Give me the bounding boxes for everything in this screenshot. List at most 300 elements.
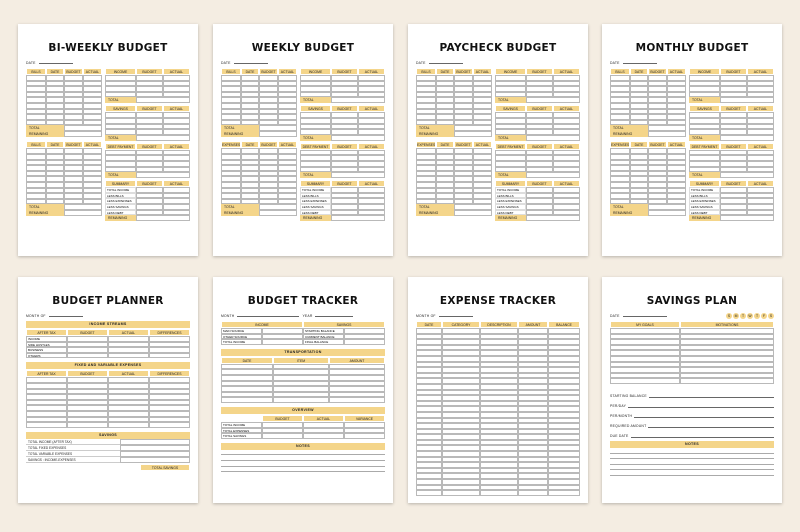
bills-header-cell: DATE <box>436 68 454 75</box>
expenses-total-label: TOTAL <box>416 204 454 210</box>
summary-row-label: LESS SAVINGS <box>689 204 720 210</box>
month-field[interactable] <box>237 316 299 317</box>
savings-field-input[interactable] <box>648 427 774 428</box>
savings-summary <box>26 439 190 463</box>
savings-row <box>26 457 190 463</box>
summary-row-label: LESS EXPENSES <box>689 198 720 204</box>
debt-header-cell: ACTUAL <box>747 143 774 150</box>
left-column <box>221 68 297 221</box>
savings-total-label: TOTAL <box>495 135 526 141</box>
expense-tracker-page <box>408 277 588 503</box>
summary-header-cell: BUDGET <box>136 180 163 187</box>
debt-header <box>689 143 774 150</box>
input-cell[interactable] <box>610 378 680 384</box>
savings-field-label: PER/MONTH <box>610 413 633 418</box>
summary-remaining <box>105 215 190 221</box>
transport-header: ITEM <box>273 357 329 364</box>
expenses-remaining-label: REMAINING <box>26 210 64 216</box>
summary-header-cell: BUDGET <box>526 180 553 187</box>
expenses-header-cell: DATE <box>436 141 454 148</box>
goals-header: MY GOALS <box>610 321 680 328</box>
month-label: MONTH OF <box>416 314 436 318</box>
weekday-circles <box>726 313 774 319</box>
expense-header: AMOUNT <box>518 321 548 328</box>
summary-row-label: LESS BILLS <box>689 193 720 199</box>
input-cell[interactable] <box>680 378 774 384</box>
expenses-remaining-label: REMAINING <box>221 210 259 216</box>
summary-header-cell: SUMMARY <box>105 180 136 187</box>
debt-header-cell: ACTUAL <box>358 143 385 150</box>
savings-field-label: STARTING BALANCE <box>610 393 647 398</box>
savings-total-label: TOTAL <box>689 135 720 141</box>
expenses-remaining-value[interactable] <box>648 210 686 216</box>
date-field[interactable] <box>623 63 657 64</box>
debt-header-cell: BUDGET <box>331 143 358 150</box>
input-cell[interactable] <box>518 490 548 496</box>
input-cell[interactable] <box>480 490 518 496</box>
page-title: EXPENSE TRACKER <box>439 295 557 307</box>
expenses-header <box>221 141 297 148</box>
savings-field-input[interactable] <box>631 437 775 438</box>
savings-header-cell: SAVINGS <box>105 105 136 112</box>
debt-total-value[interactable] <box>720 172 774 178</box>
savings-field-input[interactable] <box>634 417 774 418</box>
input-cell[interactable] <box>26 422 67 428</box>
savings-header-cell: ACTUAL <box>358 105 385 112</box>
input-cell[interactable] <box>548 490 580 496</box>
summary-remaining <box>689 215 774 221</box>
expenses-header-cell: ACTUAL <box>278 141 297 148</box>
year-label: YEAR <box>302 314 313 318</box>
expenses-total-label: TOTAL <box>221 204 259 210</box>
summary-remaining-value[interactable] <box>331 215 385 221</box>
debt-header-cell: DEBT PAYMENT <box>689 143 720 150</box>
savings-header <box>495 105 580 112</box>
bills-header-cell: BILLS <box>416 68 436 75</box>
expenses-header <box>26 141 102 148</box>
savings-field-row <box>610 398 774 408</box>
overview-table <box>221 422 385 439</box>
income-total <box>105 97 190 103</box>
weekday-circle: S <box>727 314 731 318</box>
weekday-circle: T <box>741 314 745 318</box>
input-cell[interactable] <box>344 339 385 345</box>
income-header-cell: ACTUAL <box>358 68 385 75</box>
bills-header-cell: ACTUAL <box>473 68 492 75</box>
input-cell[interactable] <box>303 433 344 439</box>
date-field[interactable] <box>429 63 463 64</box>
debt-total-label: TOTAL <box>105 172 136 178</box>
summary-row-label: LESS DEBT <box>105 210 136 216</box>
savings-header-cell: BUDGET <box>331 105 358 112</box>
date-field[interactable] <box>39 63 73 64</box>
month-label: MONTH <box>221 314 235 318</box>
summary-remaining-value[interactable] <box>720 215 774 221</box>
weekday-circle: M <box>734 314 738 318</box>
expense-header: ACTUAL <box>108 370 149 377</box>
savings-field-label: REQUIRED AMOUNT <box>610 423 647 428</box>
bills-remaining <box>610 131 686 137</box>
budget-columns <box>26 68 190 221</box>
summary-row-label: LESS SAVINGS <box>105 204 136 210</box>
bills-header-cell: BILLS <box>26 68 46 75</box>
savings-fields <box>610 388 774 438</box>
income-header <box>105 68 190 75</box>
savings-total <box>105 135 190 141</box>
input-cell[interactable] <box>108 422 149 428</box>
summary-row-label: LESS DEBT <box>689 210 720 216</box>
expenses-header-cell: BUDGET <box>648 141 667 148</box>
summary-row-label: LESS EXPENSES <box>300 198 331 204</box>
income-row-label: TOTAL INCOME <box>221 339 262 345</box>
income-header-cell: ACTUAL <box>163 68 190 75</box>
month-year-line <box>221 313 385 319</box>
bills-remaining-value[interactable] <box>64 131 102 137</box>
date-label: DATE <box>610 314 620 318</box>
income-row-label: SIDE HUSTLES <box>26 342 67 348</box>
income-header-cell: ACTUAL <box>553 68 580 75</box>
savings-header-cell: BUDGET <box>136 105 163 112</box>
page-title: BI-WEEKLY BUDGET <box>48 42 168 54</box>
input-cell[interactable] <box>262 339 303 345</box>
bills-total-label: TOTAL <box>416 125 454 131</box>
income-table <box>26 336 190 358</box>
note-line[interactable] <box>221 467 385 473</box>
savings-header-cell: BUDGET <box>526 105 553 112</box>
weekday-circle: S <box>769 314 773 318</box>
summary-remaining-value[interactable] <box>526 215 580 221</box>
income-header-cell: INCOME <box>105 68 136 75</box>
debt-header-cell: BUDGET <box>720 143 747 150</box>
date-field[interactable] <box>234 63 268 64</box>
bills-total-label: TOTAL <box>221 125 259 131</box>
bills-remaining-label: REMAINING <box>416 131 454 137</box>
expenses-remaining-value[interactable] <box>259 210 297 216</box>
bills-header-cell: BUDGET <box>64 68 83 75</box>
table-row <box>610 378 774 384</box>
debt-header-cell: DEBT PAYMENT <box>300 143 331 150</box>
date-field[interactable] <box>623 316 667 317</box>
monthly-budget-page <box>602 24 782 256</box>
date-label: DATE <box>221 61 231 65</box>
expense-header: BALANCE <box>548 321 580 328</box>
overview-header: ACTUAL <box>303 415 344 422</box>
expenses-banner: FIXED AND VARIABLE EXPENSES <box>26 362 190 369</box>
debt-header-cell: ACTUAL <box>553 143 580 150</box>
page-title: WEEKLY BUDGET <box>251 42 355 54</box>
income-header-cell: ACTUAL <box>747 68 774 75</box>
input-cell[interactable] <box>120 457 190 463</box>
transportation-banner: TRANSPORTATION <box>221 349 385 356</box>
biweekly-budget-page <box>18 24 198 256</box>
expenses-remaining <box>416 210 492 216</box>
income-header: AFTER TAX <box>26 329 67 336</box>
date-label: DATE <box>610 61 620 65</box>
input-cell[interactable] <box>149 422 190 428</box>
summary-remaining-label: REMAINING <box>105 215 136 221</box>
income-total-label: TOTAL <box>689 97 720 103</box>
summary-row-label: LESS SAVINGS <box>300 204 331 210</box>
bills-header <box>26 68 102 75</box>
expenses-header-cell: ACTUAL <box>473 141 492 148</box>
summary-header <box>689 180 774 187</box>
income-row-label: BUSINESS <box>26 347 67 353</box>
input-cell[interactable] <box>221 397 273 403</box>
savings-total-value[interactable] <box>526 135 580 141</box>
notes-banner: NOTES <box>610 441 774 448</box>
income-header-cell: BUDGET <box>720 68 747 75</box>
expenses-remaining-label: REMAINING <box>610 210 648 216</box>
expense-table <box>416 328 580 496</box>
income-total <box>689 97 774 103</box>
bills-header-cell: ACTUAL <box>667 68 686 75</box>
input-cell[interactable] <box>108 353 149 359</box>
weekday-circle: F <box>762 314 766 318</box>
notes-lines[interactable] <box>221 450 385 472</box>
summary-row-label: LESS DEBT <box>300 210 331 216</box>
input-cell[interactable] <box>442 490 480 496</box>
savings-header <box>689 105 774 112</box>
page-title: BUDGET TRACKER <box>247 295 359 307</box>
summary-row-label: TOTAL INCOME <box>300 187 331 193</box>
budget-planner-page <box>18 277 198 503</box>
debt-total-value[interactable] <box>331 172 385 178</box>
debt-header-cell: BUDGET <box>136 143 163 150</box>
summary-remaining-label: REMAINING <box>495 215 526 221</box>
debt-header-cell: BUDGET <box>526 143 553 150</box>
bills-remaining-label: REMAINING <box>610 131 648 137</box>
summary-row-label: LESS SAVINGS <box>495 204 526 210</box>
overview-row-label: TOTAL INCOME <box>221 422 262 428</box>
income-total <box>495 97 580 103</box>
income-total-value[interactable] <box>720 97 774 103</box>
savings-row-label: TOTAL VARIABLE EXPENSES <box>26 451 120 457</box>
income-total <box>300 97 385 103</box>
debt-header-cell: DEBT PAYMENT <box>105 143 136 150</box>
bills-remaining <box>26 131 102 137</box>
income-header: DIFFERENCES <box>149 329 190 336</box>
income-total-value[interactable] <box>526 97 580 103</box>
expenses-remaining-value[interactable] <box>454 210 492 216</box>
expense-header: CATEGORY <box>442 321 480 328</box>
debt-total-label: TOTAL <box>300 172 331 178</box>
expenses-remaining <box>221 210 297 216</box>
savings-total <box>689 135 774 141</box>
notes-banner: NOTES <box>221 443 385 450</box>
bills-header-cell: DATE <box>46 68 64 75</box>
budget-columns <box>221 68 385 221</box>
summary-remaining-label: REMAINING <box>300 215 331 221</box>
right-column <box>689 68 774 221</box>
expenses-header-cell: ACTUAL <box>83 141 102 148</box>
year-field[interactable] <box>315 316 353 317</box>
savings-field-input[interactable] <box>628 407 774 408</box>
notes-lines[interactable] <box>610 448 774 476</box>
date-line <box>610 313 774 319</box>
debt-total-value[interactable] <box>136 172 190 178</box>
bills-header-cell: DATE <box>630 68 648 75</box>
month-field[interactable] <box>49 316 83 317</box>
income-row-label: OTHER SOURCE <box>221 334 262 340</box>
income-header-cell: INCOME <box>300 68 331 75</box>
expenses-header-cell: BILLS <box>26 141 46 148</box>
expenses-header-cell: ACTUAL <box>667 141 686 148</box>
savings-field-label: PER/DAY <box>610 403 627 408</box>
savings-header: SAVINGS <box>303 321 385 328</box>
income-total-label: TOTAL <box>495 97 526 103</box>
savings-header-cell: BUDGET <box>720 105 747 112</box>
overview-row-label: TOTAL SAVINGS <box>221 433 262 439</box>
savings-total-label: TOTAL <box>300 135 331 141</box>
date-line <box>26 60 190 66</box>
savings-header-cell: SAVINGS <box>689 105 720 112</box>
expenses-remaining-value[interactable] <box>64 210 102 216</box>
input-cell[interactable] <box>149 353 190 359</box>
summary-row-label: LESS EXPENSES <box>495 198 526 204</box>
savings-total-value[interactable] <box>136 135 190 141</box>
summary-remaining-value[interactable] <box>136 215 190 221</box>
overview-banner: OVERVIEW <box>221 407 385 414</box>
input-cell[interactable] <box>67 422 108 428</box>
income-row-label: OTHERS <box>26 353 67 359</box>
page-title: PAYCHECK BUDGET <box>439 42 557 54</box>
expenses-header-cell: BUDGET <box>259 141 278 148</box>
date-label: DATE <box>416 61 426 65</box>
summary-header-cell: SUMMARY <box>689 180 720 187</box>
bills-remaining <box>416 131 492 137</box>
right-column <box>300 68 385 221</box>
expenses-remaining-label: REMAINING <box>416 210 454 216</box>
bills-header-cell: BUDGET <box>259 68 278 75</box>
summary-remaining <box>300 215 385 221</box>
page-title: BUDGET PLANNER <box>52 295 164 307</box>
summary-row-label: TOTAL INCOME <box>689 187 720 193</box>
table-row <box>221 397 385 403</box>
goals-table <box>610 328 774 384</box>
income-header: ACTUAL <box>108 329 149 336</box>
left-column <box>26 68 102 221</box>
income-header-cell: BUDGET <box>331 68 358 75</box>
income-total-value[interactable] <box>331 97 385 103</box>
savings-total <box>300 135 385 141</box>
weekly-budget-page <box>213 24 393 256</box>
weekday-circle: W <box>748 314 752 318</box>
summary-header <box>300 180 385 187</box>
income-total-label: TOTAL <box>105 97 136 103</box>
bills-header-cell: BUDGET <box>454 68 473 75</box>
transport-table <box>221 364 385 403</box>
bills-total-label: TOTAL <box>610 125 648 131</box>
summary-header-cell: BUDGET <box>331 180 358 187</box>
debt-total <box>495 172 580 178</box>
expenses-header-cell: BUDGET <box>454 141 473 148</box>
expenses-total-label: TOTAL <box>26 204 64 210</box>
expenses-header-cell: DATE <box>46 141 64 148</box>
bills-remaining-label: REMAINING <box>26 131 64 137</box>
savings-header-cell: ACTUAL <box>163 105 190 112</box>
savings-row-label: STARTING BALANCE <box>303 328 344 334</box>
input-cell[interactable] <box>67 353 108 359</box>
debt-total-value[interactable] <box>526 172 580 178</box>
expense-header: AFTER TAX <box>26 370 67 377</box>
table-row <box>416 490 580 496</box>
income-savings-table <box>221 328 385 345</box>
savings-banner: SAVINGS <box>26 432 190 439</box>
savings-header <box>105 105 190 112</box>
page-title: MONTHLY BUDGET <box>635 42 749 54</box>
income-total-label: TOTAL <box>300 97 331 103</box>
savings-field-row <box>610 418 774 428</box>
expense-table <box>26 377 190 427</box>
overview-header: BUDGET <box>262 415 303 422</box>
input-cell[interactable] <box>273 397 329 403</box>
note-line[interactable] <box>610 470 774 476</box>
bills-header-cell: ACTUAL <box>83 68 102 75</box>
right-column <box>105 68 190 221</box>
input-cell[interactable] <box>344 433 385 439</box>
savings-header <box>300 105 385 112</box>
bills-remaining-value[interactable] <box>648 131 686 137</box>
savings-row-label: CURRENT BALANCE <box>303 334 344 340</box>
income-total-value[interactable] <box>136 97 190 103</box>
budget-columns <box>610 68 774 221</box>
paycheck-budget-page <box>408 24 588 256</box>
savings-plan-page <box>602 277 782 503</box>
expenses-header-cell: EXPENSES <box>417 143 436 148</box>
income-row-label: INCOME <box>26 336 67 342</box>
summary-row-label: LESS EXPENSES <box>105 198 136 204</box>
input-cell[interactable] <box>262 433 303 439</box>
month-field[interactable] <box>439 316 473 317</box>
bills-header-cell: ACTUAL <box>278 68 297 75</box>
debt-total <box>300 172 385 178</box>
input-cell[interactable] <box>416 490 442 496</box>
savings-total-label: TOTAL <box>105 135 136 141</box>
summary-header-cell: ACTUAL <box>358 180 385 187</box>
transport-header: AMOUNT <box>329 357 385 364</box>
savings-total <box>495 135 580 141</box>
savings-total-value[interactable] <box>331 135 385 141</box>
summary-header-cell: SUMMARY <box>495 180 526 187</box>
bills-remaining <box>221 131 297 137</box>
expenses-header-cell: EXPENSES <box>222 143 241 148</box>
savings-field-input[interactable] <box>649 397 774 398</box>
weekday-circle: T <box>755 314 759 318</box>
total-savings-label: TOTAL SAVINGS <box>140 464 190 471</box>
income-savings-row <box>221 339 385 345</box>
income-streams-banner: INCOME STREAMS <box>26 321 190 328</box>
income-header-cell: INCOME <box>495 68 526 75</box>
summary-header-cell: SUMMARY <box>300 180 331 187</box>
savings-row-label: FINAL BALANCE <box>303 339 344 345</box>
expenses-remaining <box>26 210 102 216</box>
expenses-header-cell: EXPENSES <box>611 143 630 148</box>
savings-total-value[interactable] <box>720 135 774 141</box>
debt-total-label: TOTAL <box>689 172 720 178</box>
expenses-header-cell: BUDGET <box>64 141 83 148</box>
bills-header-cell: BILLS <box>610 68 630 75</box>
bills-header <box>416 68 492 75</box>
input-cell[interactable] <box>329 397 385 403</box>
date-line <box>416 60 580 66</box>
date-label: DATE <box>26 61 36 65</box>
savings-row-label: TOTAL FIXED EXPENSES <box>26 445 120 451</box>
bills-remaining-value[interactable] <box>454 131 492 137</box>
savings-row-label: SAVINGS : INCOME-EXPENSES <box>26 457 120 463</box>
bills-remaining-value[interactable] <box>259 131 297 137</box>
debt-header <box>495 143 580 150</box>
expenses-header <box>610 141 686 148</box>
